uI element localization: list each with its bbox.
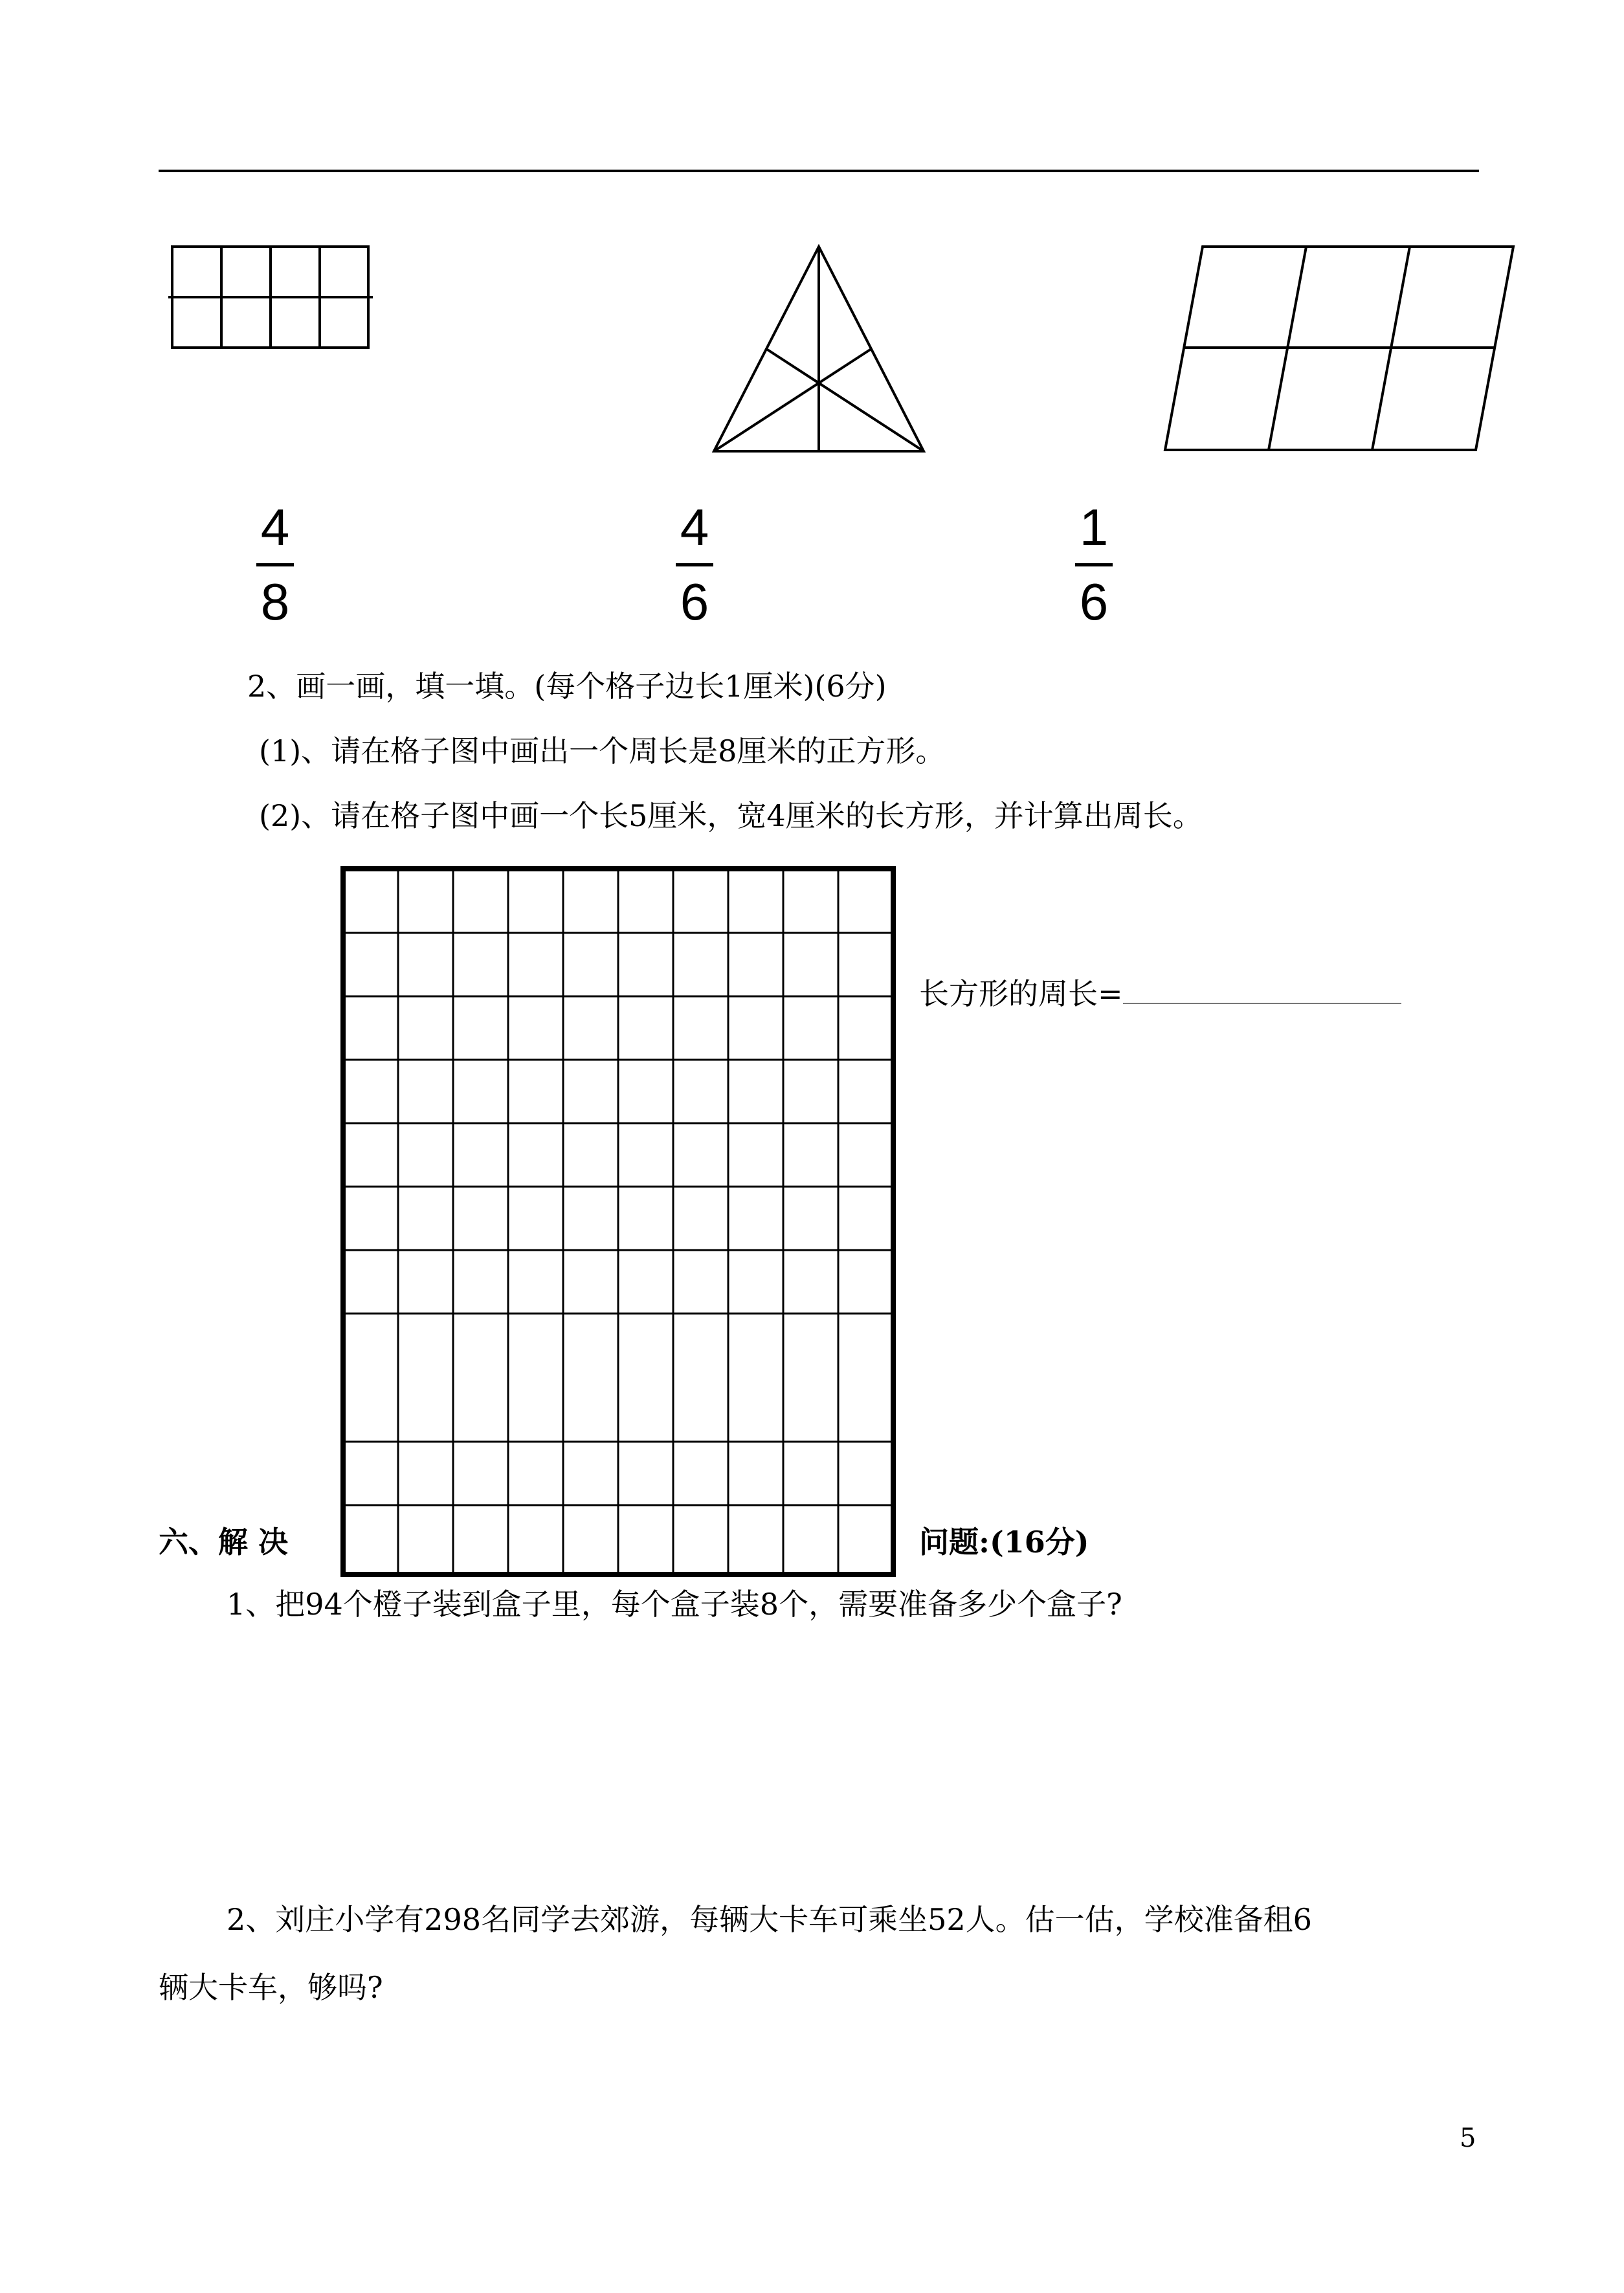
fraction-numerator: 4 [680,498,709,556]
problem-1: 1、把94个橙子装到盒子里，每个盒子装8个，需要准备多少个盒子? [227,1587,1122,1622]
triangle-figure [709,243,929,456]
fraction-triangle [669,498,720,631]
rectangle-figure [168,243,375,353]
perimeter-blank[interactable] [1123,979,1401,1004]
fraction-denominator: 6 [1079,573,1109,631]
section6-heading-left: 六、解 决 [159,1525,289,1560]
q2-title: 2、画一画，填一填。(每个格子边长1厘米)(6分) [247,669,887,704]
fraction-rectangle [249,498,301,631]
perimeter-label: 长方形的周长= [919,976,1123,1011]
page-number: 5 [1460,2123,1476,2153]
fraction-bar [676,563,713,566]
perimeter-answer [919,974,1401,1013]
header-rule [159,170,1479,172]
problem-2-line2: 辆大卡车，够吗? [159,1970,383,2005]
problem-2-line1: 2、刘庄小学有298名同学去郊游，每辆大卡车可乘坐52人。估一估，学校准备租6 [227,1902,1312,1937]
fraction-denominator: 6 [680,573,709,631]
fraction-bar [256,563,294,566]
fraction-bar [1075,563,1113,566]
parallelogram-figure [1159,243,1521,456]
fraction-parallelogram [1068,498,1120,631]
fraction-denominator: 8 [260,573,290,631]
fraction-numerator: 1 [1079,498,1109,556]
fraction-numerator: 4 [260,498,290,556]
q2-part1: (1)、请在格子图中画出一个周长是8厘米的正方形。 [259,733,946,768]
q2-part2: (2)、请在格子图中画一个长5厘米，宽4厘米的长方形，并计算出周长。 [259,798,1203,833]
section6-heading-right: 问题:(16分) [919,1525,1089,1560]
drawing-grid[interactable] [342,867,895,1576]
